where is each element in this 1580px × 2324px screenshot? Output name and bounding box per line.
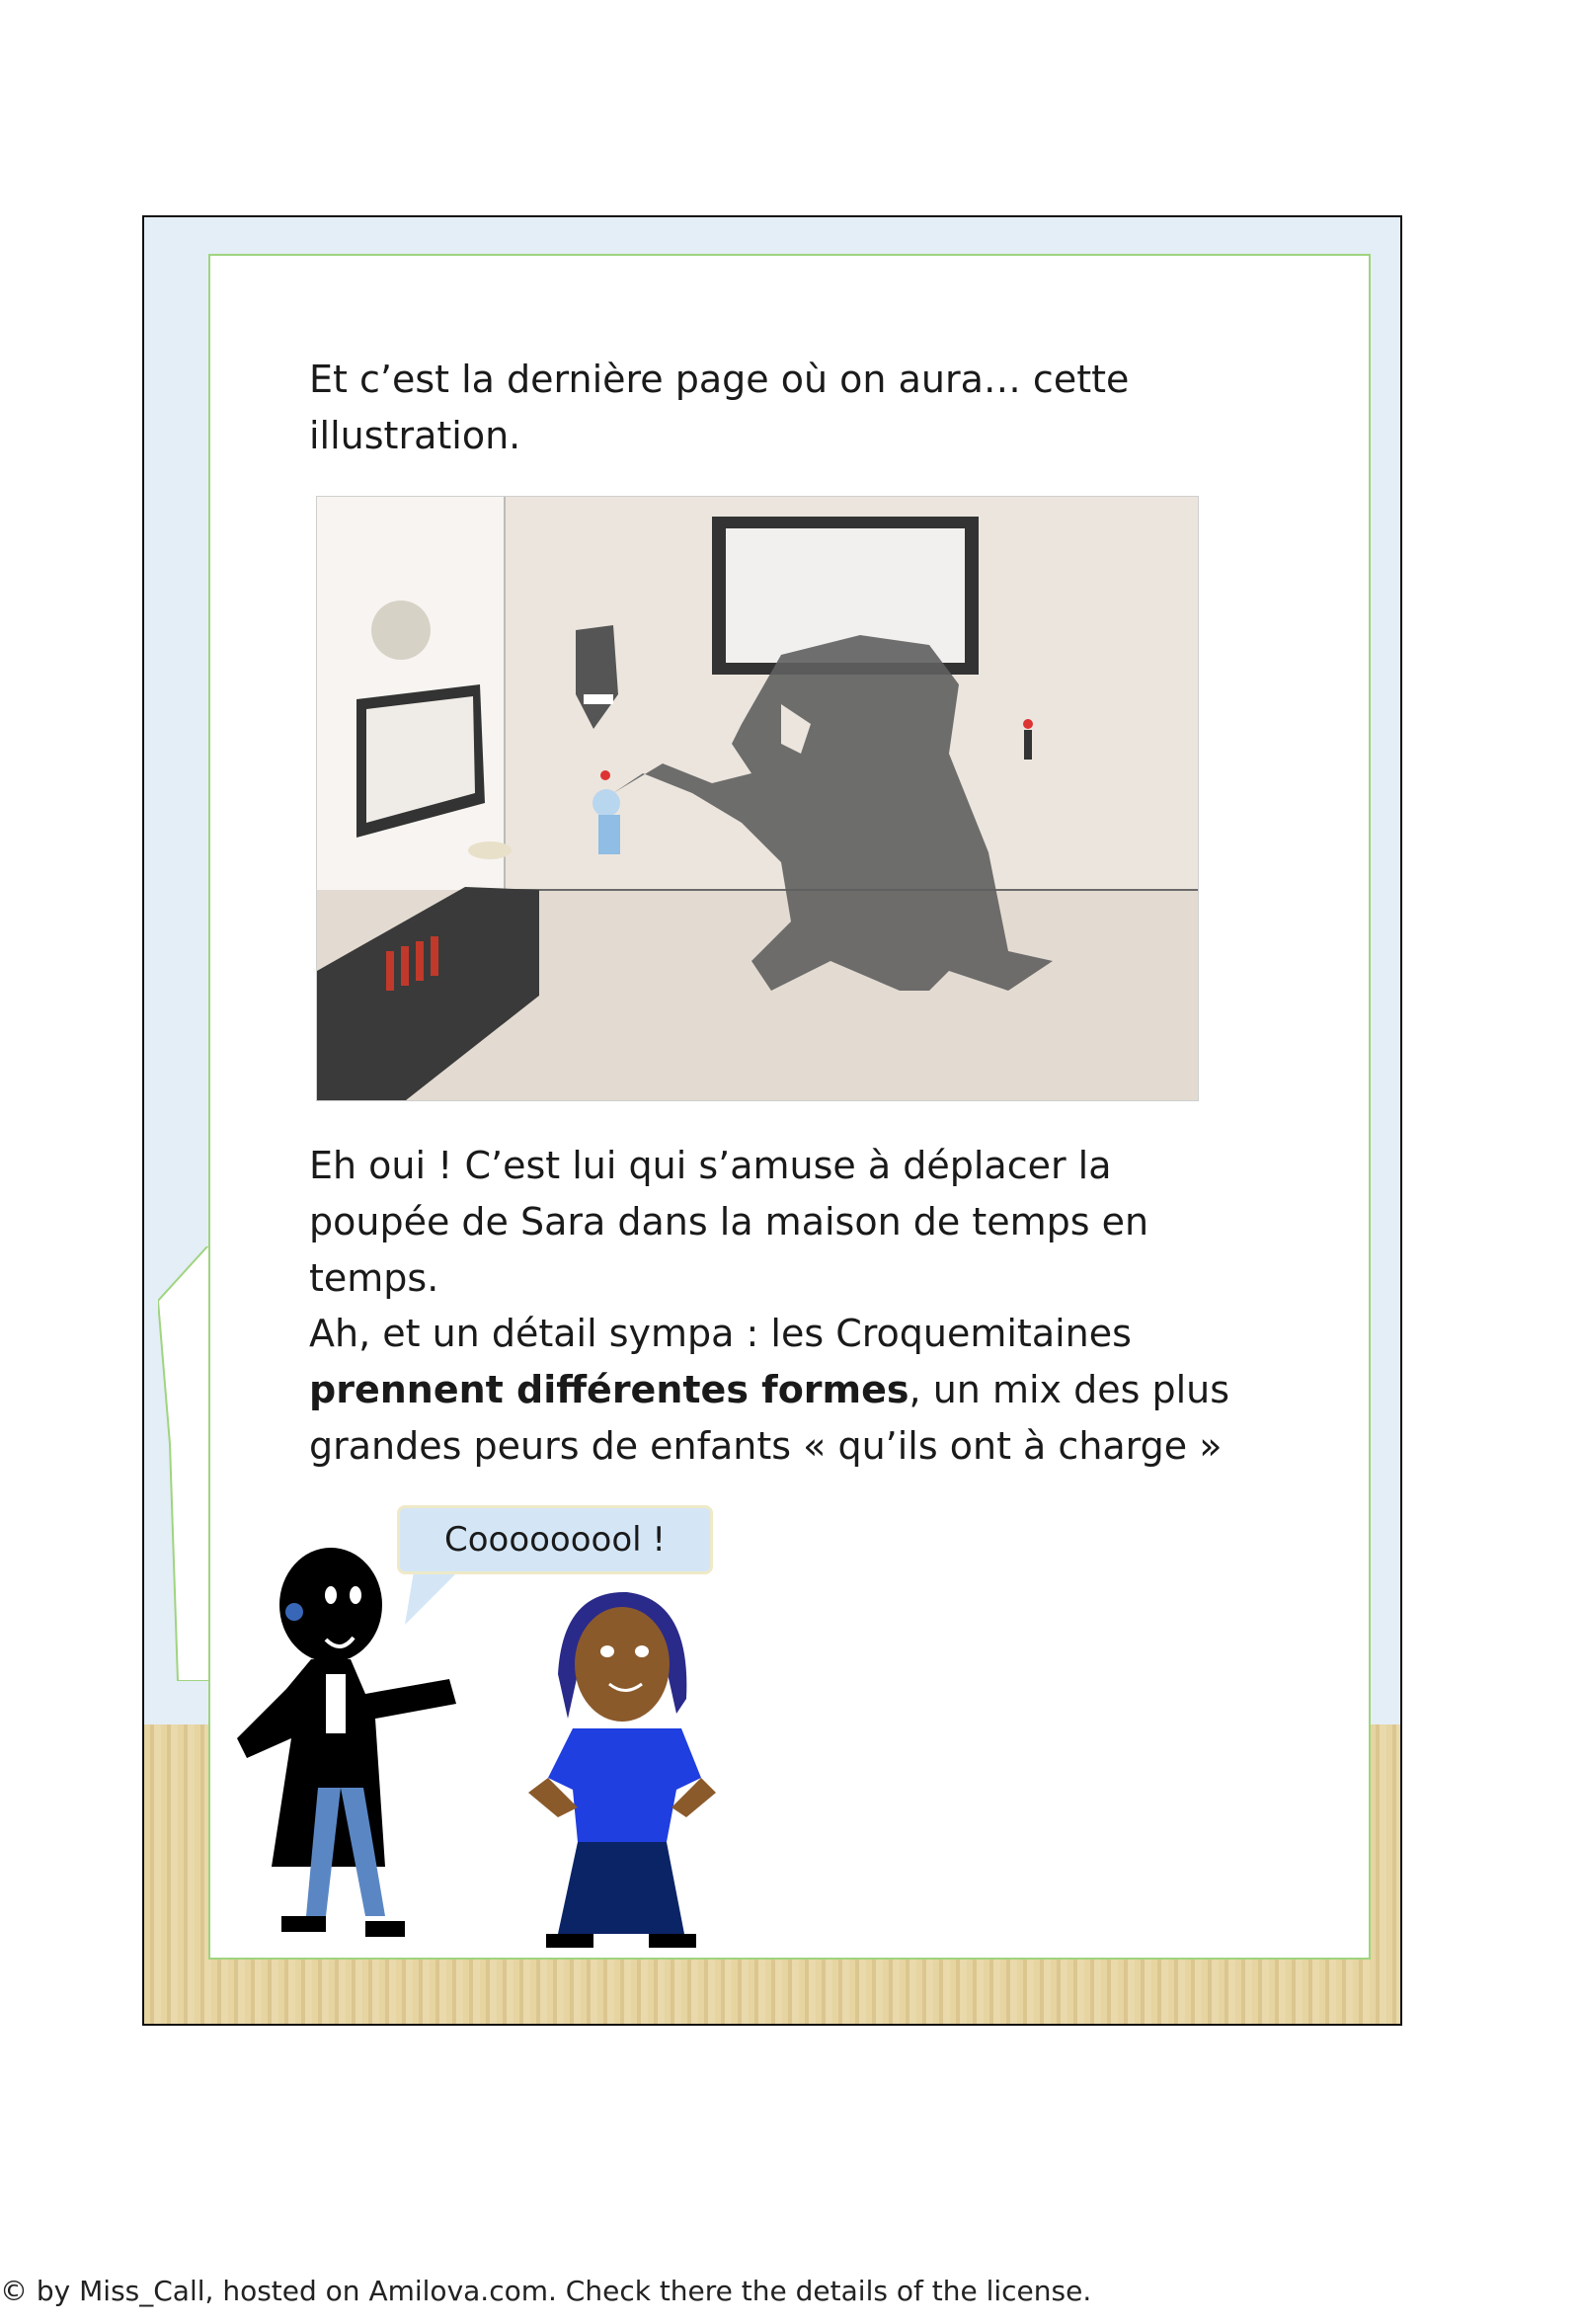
detail-text-bold: prennent différentes formes	[309, 1368, 909, 1411]
explanation-paragraph: Eh oui ! C’est lui qui s’amuse à déplacer la poupée de Sara dans la maison de temps en temps.	[309, 1144, 1149, 1300]
character-black-figure	[227, 1541, 474, 1956]
character-girl-blue-shirt	[518, 1580, 726, 1956]
detail-text-end: , un mix des plus grandes peurs de enfants « qu’ils ont à charge »	[309, 1368, 1230, 1468]
detail-paragraph	[309, 1306, 1257, 1475]
detail-text-start: Ah, et un détail sympa : les Croquemitaines	[309, 1312, 1132, 1355]
license-footer: © by Miss_Call, hosted on Amilova.com. Check there the details of the license.	[0, 2275, 1092, 2307]
speech-bubble: Cooooooool !	[397, 1505, 713, 1574]
croquemitaine-illustration	[316, 496, 1199, 1101]
intro-paragraph: Et c’est la dernière page où on aura… cette illustration.	[309, 358, 1130, 457]
